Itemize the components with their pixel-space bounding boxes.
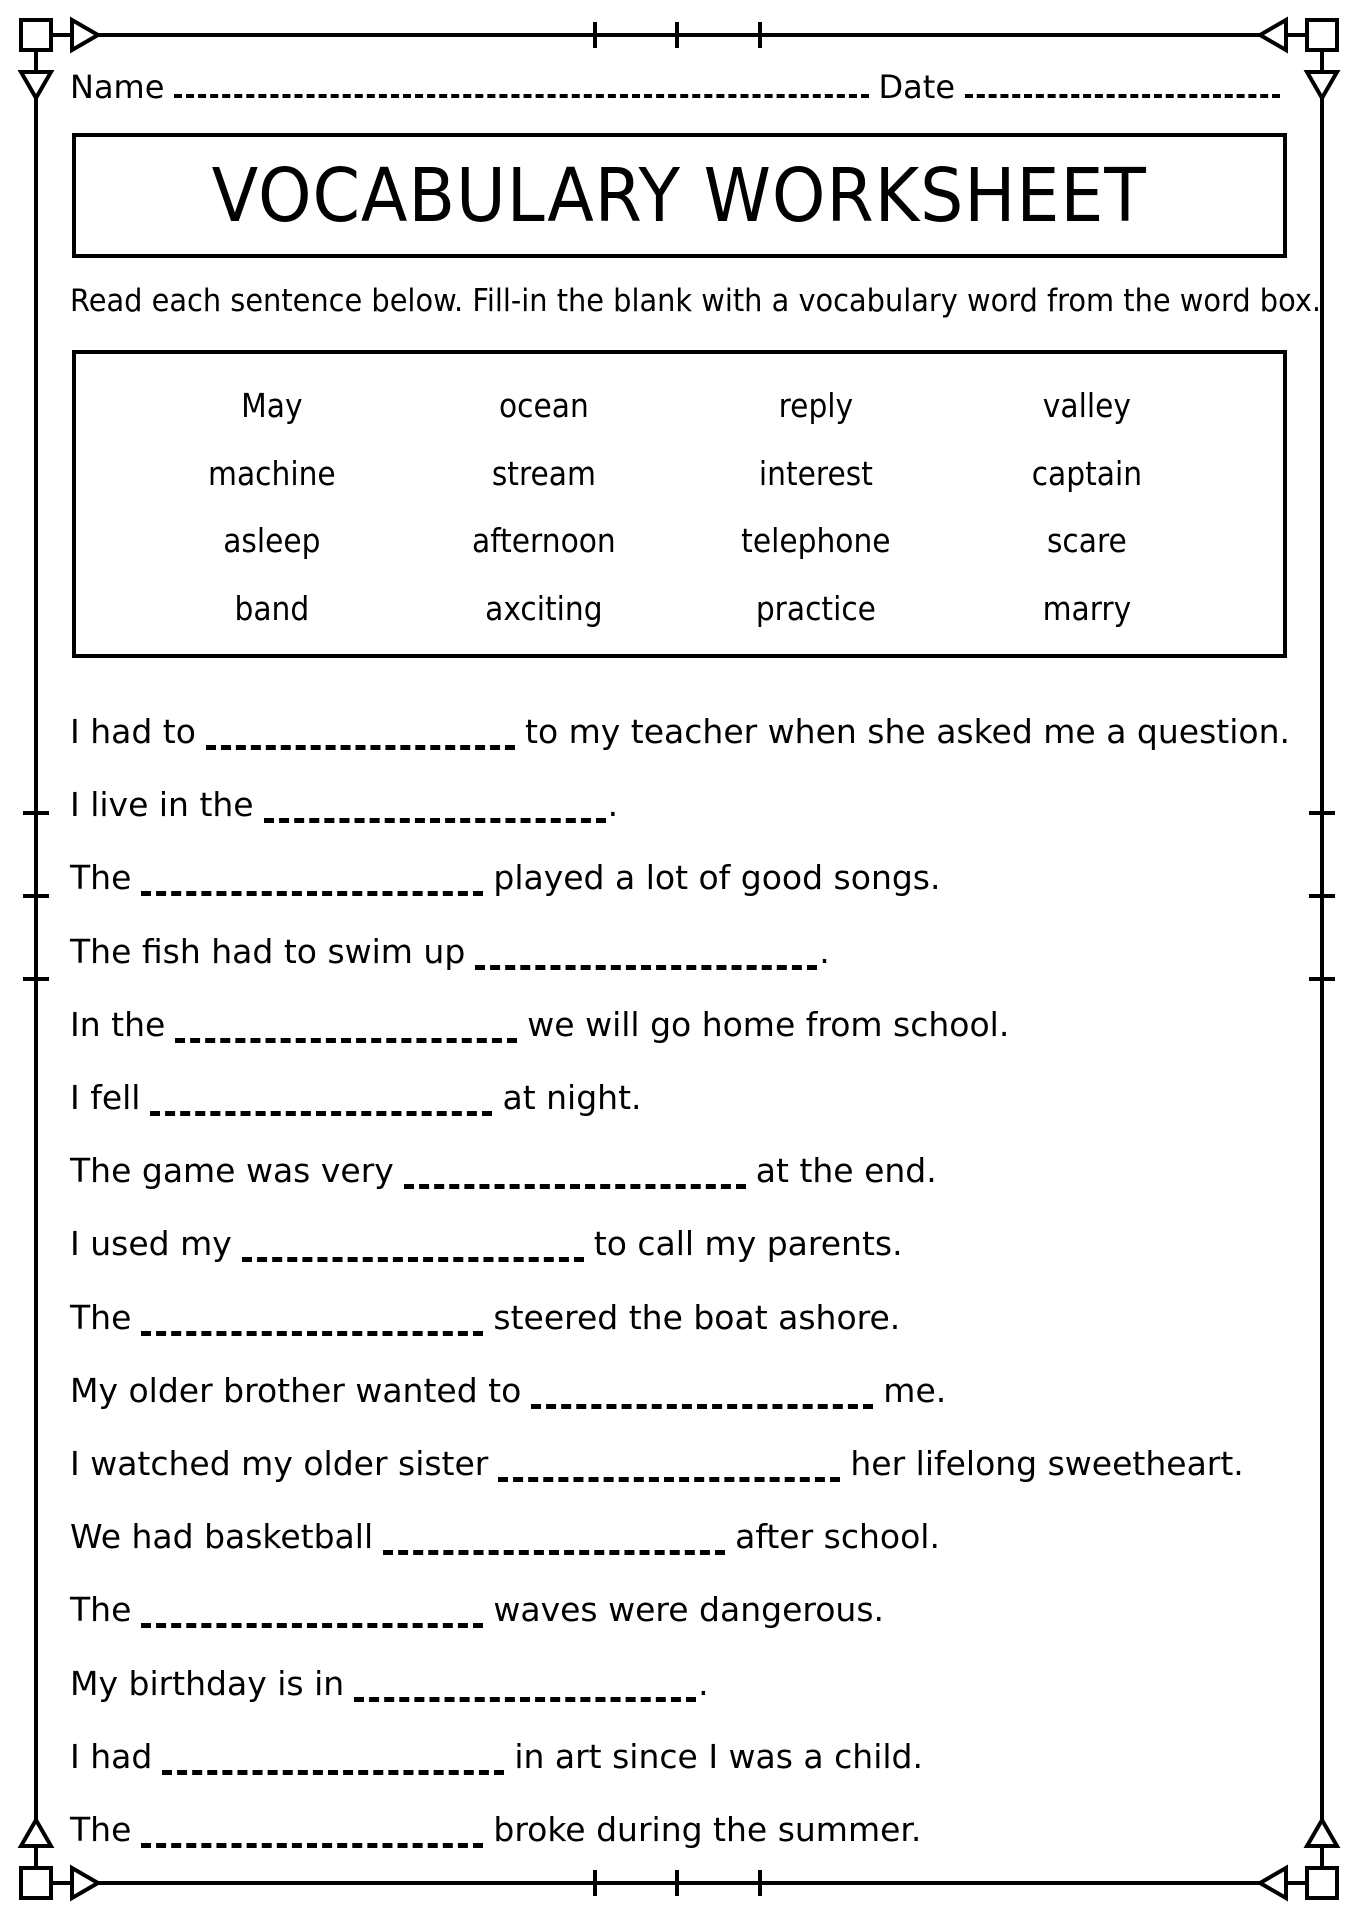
answer-blank[interactable]	[264, 798, 606, 823]
word-item: interest	[758, 453, 873, 493]
word-item: practice	[755, 588, 876, 628]
word-item: afternoon	[471, 521, 616, 560]
answer-blank[interactable]	[141, 1603, 483, 1628]
sentence-row	[70, 988, 1290, 1061]
sentence-row	[70, 915, 1290, 988]
answer-blank[interactable]	[498, 1457, 840, 1482]
word-item: ocean	[498, 386, 589, 425]
sentence-after: after school.	[735, 1517, 940, 1557]
answer-blank[interactable]	[354, 1677, 696, 1702]
word-grid	[76, 384, 1283, 654]
sentence-after: me.	[883, 1370, 947, 1410]
sentence-before: I watched my older sister	[70, 1443, 489, 1483]
sentence-row	[70, 1281, 1290, 1354]
name-label: Name	[70, 68, 165, 106]
date-field[interactable]	[965, 94, 1280, 98]
name-date-row	[70, 62, 1290, 106]
sentence-after: .	[698, 1663, 709, 1703]
sentence-before: I live in the	[70, 785, 254, 825]
word-item: reply	[778, 386, 853, 425]
sentence-row	[70, 1207, 1290, 1280]
sentence-before: The	[70, 1590, 132, 1630]
sentence-after: we will go home from school.	[527, 1004, 1010, 1044]
sentence-after: .	[607, 785, 619, 825]
sentence-after: to call my parents.	[593, 1224, 903, 1264]
answer-blank[interactable]	[150, 1091, 492, 1116]
answer-blank[interactable]	[475, 945, 817, 970]
sentence-before: The fish had to swim up	[70, 931, 466, 971]
sentence-after: .	[819, 931, 830, 971]
sentence-after: played a lot of good songs.	[493, 858, 941, 898]
word-item: marry	[1042, 588, 1132, 628]
word-item: machine	[208, 453, 336, 493]
word-item: band	[234, 588, 310, 628]
word-item: asleep	[223, 521, 321, 560]
sentence-after: waves were dangerous.	[493, 1590, 885, 1630]
answer-blank[interactable]	[162, 1750, 504, 1775]
sentence-row	[70, 1427, 1290, 1500]
word-item: May	[241, 386, 303, 425]
sentence-after: to my teacher when she asked me a question.	[525, 712, 1290, 752]
sentence-row	[70, 1354, 1290, 1427]
sentence-row	[70, 1793, 1290, 1866]
name-field[interactable]	[174, 94, 868, 98]
sentence-before: The	[70, 858, 132, 898]
sentence-row	[70, 1720, 1290, 1793]
sentence-before: I had to	[70, 712, 196, 752]
sentence-row	[70, 1134, 1290, 1207]
sentence-after: her lifelong sweetheart.	[850, 1443, 1244, 1483]
answer-blank[interactable]	[383, 1530, 725, 1555]
sentence-after: at night.	[502, 1078, 642, 1118]
word-item: stream	[491, 453, 596, 493]
word-item: axciting	[484, 588, 603, 628]
sentence-before: I had	[70, 1736, 153, 1776]
sentence-before: The	[70, 1809, 132, 1849]
answer-blank[interactable]	[141, 1823, 483, 1848]
answer-blank[interactable]	[531, 1384, 873, 1409]
word-box	[72, 350, 1287, 658]
answer-blank[interactable]	[242, 1237, 584, 1262]
sentence-before: In the	[70, 1004, 166, 1044]
sentence-before: My birthday is in	[70, 1663, 345, 1703]
sentence-before: I fell	[70, 1078, 141, 1118]
date-label: Date	[878, 68, 955, 106]
word-item: scare	[1047, 521, 1128, 560]
sentence-after: in art since I was a child.	[514, 1736, 923, 1776]
sentence-row	[70, 1500, 1290, 1573]
sentence-row	[70, 1573, 1290, 1646]
word-item: captain	[1031, 453, 1143, 493]
page-title: VOCABULARY WORKSHEET	[211, 152, 1148, 239]
answer-blank[interactable]	[141, 1311, 483, 1336]
sentence-row	[70, 1646, 1290, 1719]
sentence-before: I used my	[70, 1224, 232, 1264]
sentence-row	[70, 768, 1290, 841]
answer-blank[interactable]	[404, 1164, 746, 1189]
sentence-row	[70, 841, 1290, 914]
sentence-row	[70, 695, 1290, 768]
sentence-list	[70, 695, 1290, 1866]
sentence-before: We had basketball	[70, 1517, 374, 1557]
word-item: valley	[1043, 386, 1132, 425]
sentence-after: steered the boat ashore.	[493, 1297, 901, 1337]
sentence-before: My older brother wanted to	[70, 1370, 522, 1410]
answer-blank[interactable]	[206, 725, 515, 750]
sentence-after: at the end.	[755, 1151, 937, 1191]
word-item: telephone	[740, 521, 891, 560]
sentence-before: The game was very	[70, 1151, 394, 1191]
title-box	[72, 133, 1287, 258]
sentence-after: broke during the summer.	[493, 1809, 922, 1849]
instructions: Read each sentence below. Fill-in the blank with a vocabulary word from the word box.	[70, 283, 1322, 319]
sentence-before: The	[70, 1297, 132, 1337]
answer-blank[interactable]	[175, 1018, 517, 1043]
sentence-row	[70, 1061, 1290, 1134]
answer-blank[interactable]	[141, 871, 483, 896]
